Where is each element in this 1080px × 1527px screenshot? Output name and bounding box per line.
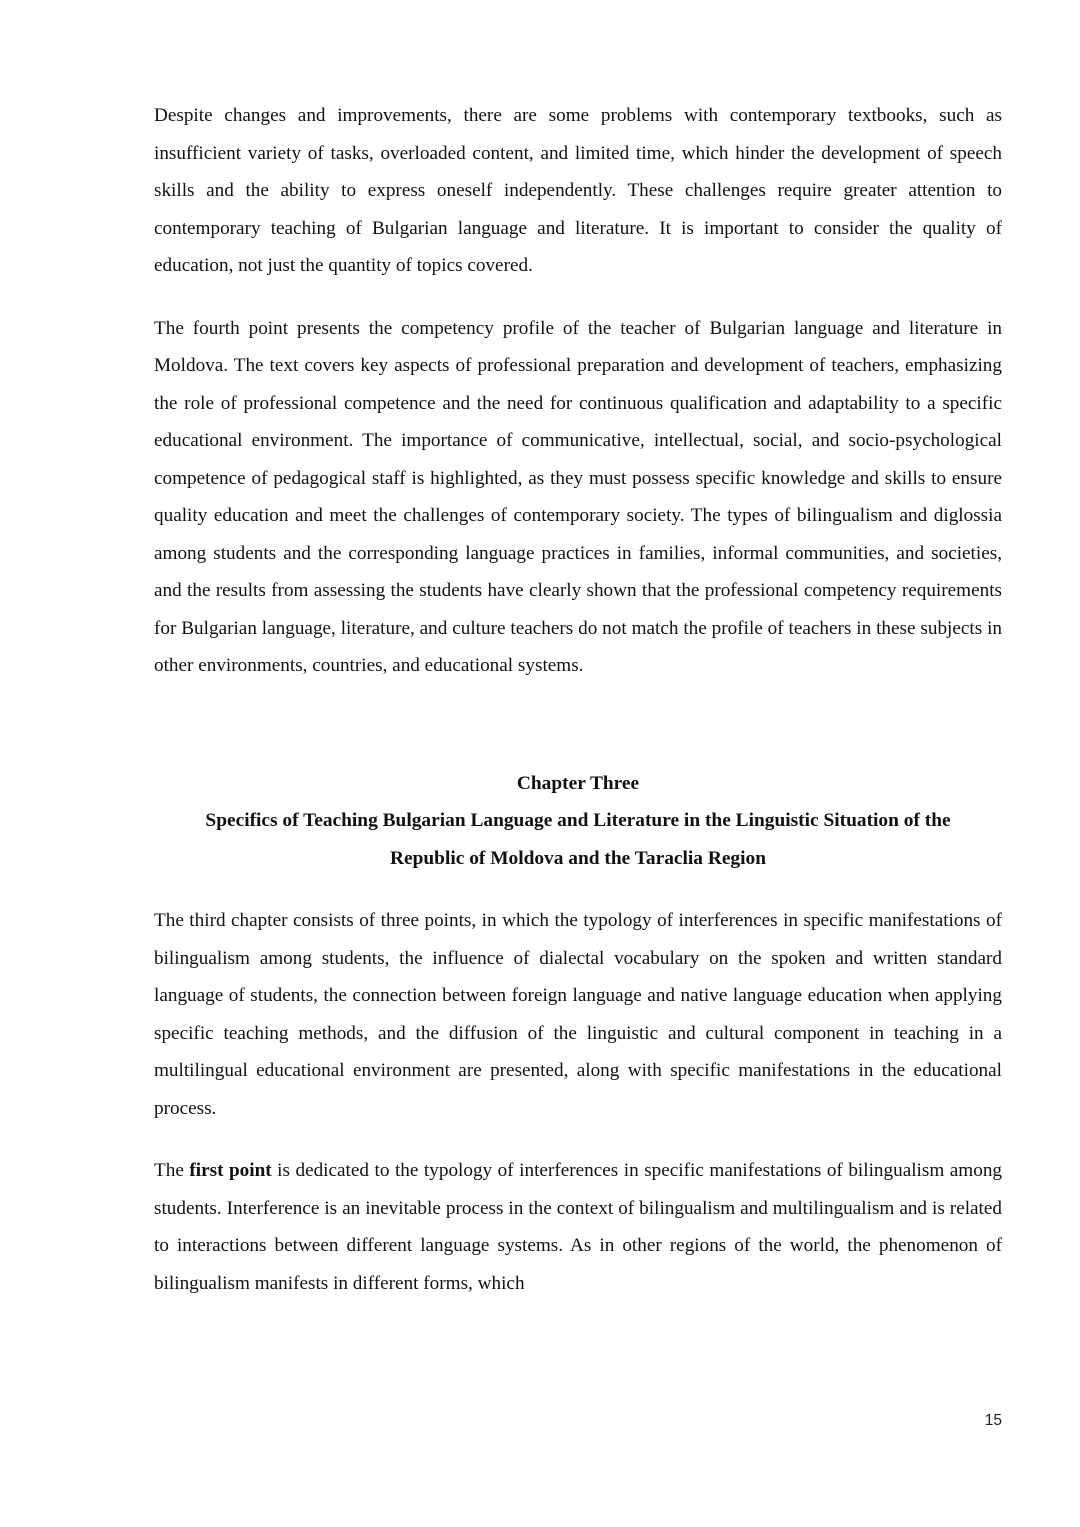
page-number: 15 xyxy=(984,1412,1002,1429)
paragraph-first-point xyxy=(154,1152,1002,1302)
paragraph-spacer xyxy=(154,285,1002,310)
paragraph-first-point-text: is dedicated to the typology of interferences in specific manifestations of bilingualism among students. Interference is an inevitable process in the context of bilingualism and multilingualism and is related to interactions between different language systems. As in other regions of the world, the phenomenon of bilingualism manifests in different forms, which xyxy=(154,1160,1003,1294)
paragraph-third-chapter: The third chapter consists of three points, in which the typology of interferences in specific manifestations of bilingualism among students, the influence of dialectal vocabulary on the spoken and written standard language of students, the connection between foreign language and native language education when applying specific teaching methods, and the diffusion of the linguistic and cultural component in teaching in a multilingual educational environment are presented, along with specific manifestations in the educational process. xyxy=(154,910,1002,1119)
paragraph-spacer xyxy=(154,1127,1002,1152)
paragraph-spacer xyxy=(154,877,1002,902)
chapter-title-line-1: Specifics of Teaching Bulgarian Language and Literature in the Linguistic Situation of the xyxy=(205,810,951,831)
paragraph-fourth-point: The fourth point presents the competency profile of the teacher of Bulgarian language and literature in Moldova. The text covers key aspects of professional preparation and development of teachers, emphasizing the role of professional competence and the need for continuous qualification and adaptability to a specific educational environment. The importance of communicative, intellectual, social, and socio-psychological competence of pedagogical staff is highlighted, as they must possess specific knowledge and skills to ensure quality education and meet the challenges of contemporary society. The types of bilingualism and diglossia among students and the corresponding language practices in families, informal communities, and societies, and the results from assessing the students have clearly shown that the professional competency requirements for Bulgarian language, literature, and culture teachers do not match the profile of teachers in these subjects in other environments, countries, and educational systems. xyxy=(154,317,1002,676)
section-spacer xyxy=(154,685,1002,765)
first-point-emphasis: first point xyxy=(189,1160,272,1181)
chapter-label: Chapter Three xyxy=(516,772,640,794)
page-content xyxy=(154,97,1002,1302)
paragraph-first-point-lead: The xyxy=(154,1160,190,1181)
chapter-title-line-2: Republic of Moldova and the Taraclia Region xyxy=(390,847,766,869)
paragraph-textbook-problems: Despite changes and improvements, there are some problems with contemporary textbooks, such as insufficient variety of tasks, overloaded content, and limited time, which hinder the development of speech skills and the ability to express oneself independently. These challenges require greater attention to contemporary teaching of Bulgarian language and literature. It is important to consider the quality of education, not just the quantity of topics covered. xyxy=(154,105,1002,276)
